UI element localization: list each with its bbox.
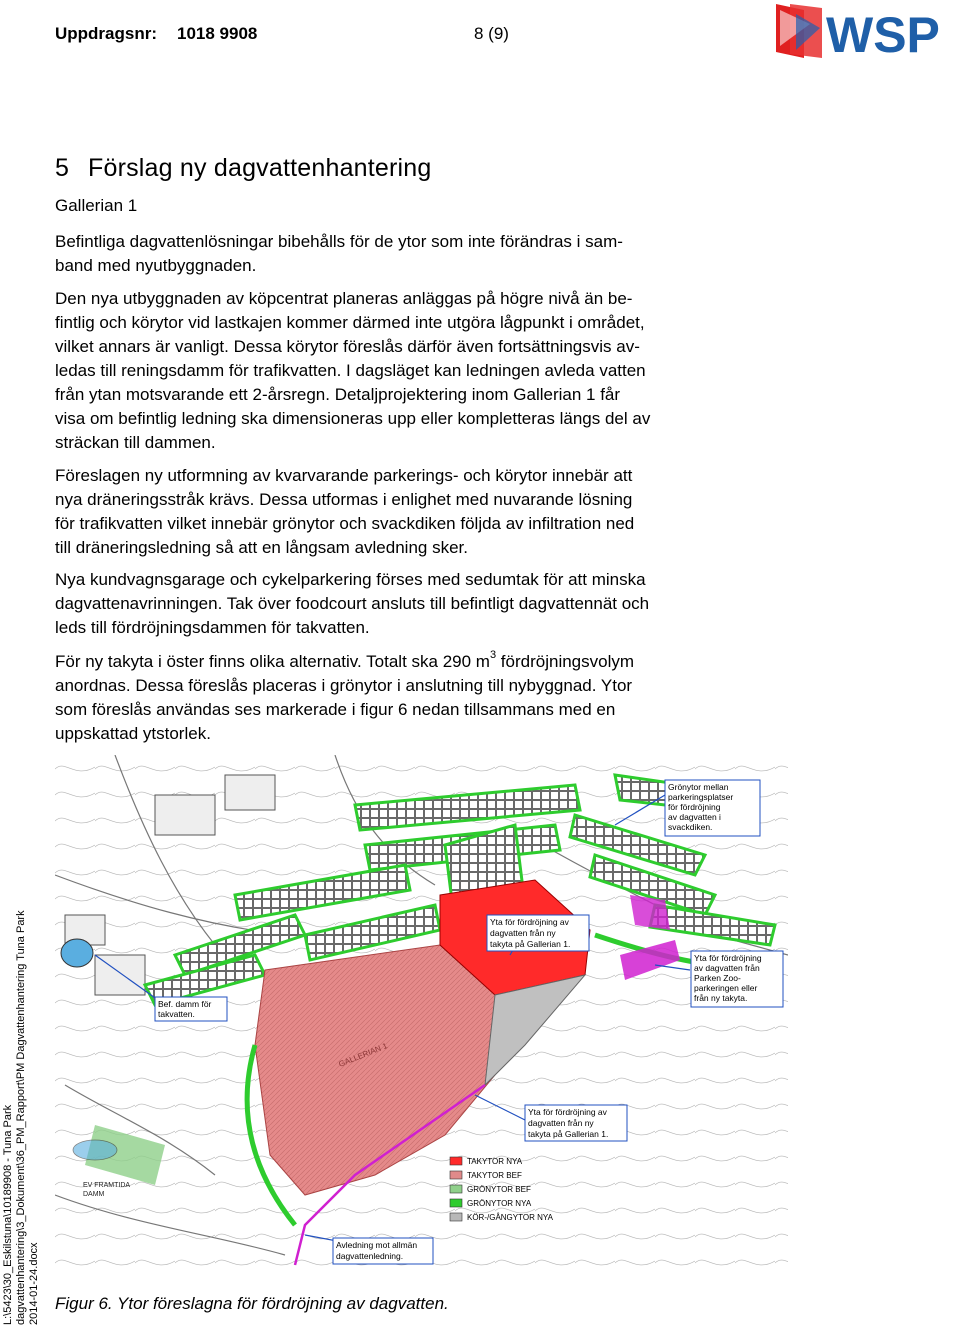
section-heading	[55, 154, 432, 183]
legend-label: GRÖNYTOR NYA	[467, 1199, 532, 1208]
text-line: Föreslagen ny utformning av kvarvarande parkerings- och körytor innebär att	[55, 466, 633, 485]
legend-label: TAKYTOR NYA	[467, 1157, 523, 1166]
text-segment: fördröjningsvolym	[496, 652, 635, 671]
page-number: 8 (9)	[474, 24, 509, 43]
svg-text:av dagvatten i: av dagvatten i	[668, 812, 721, 822]
svg-text:Avledning mot allmän: Avledning mot allmän	[336, 1240, 418, 1250]
wsp-logo-mark	[776, 4, 822, 58]
svg-text:för fördröjning: för fördröjning	[668, 802, 721, 812]
legend-label: KÖR-/GÅNGYTOR NYA	[467, 1213, 553, 1222]
text-line: nya dräneringsstråk krävs. Dessa utformas i enlighet med nuvarande lösning	[55, 490, 633, 509]
text-line: sträckan till dammen.	[55, 433, 216, 452]
text-line: till dräneringsledning så att en långsam avledning sker.	[55, 538, 468, 557]
legend-swatch-new-roof	[450, 1157, 462, 1165]
svg-text:takyta på Gallerian 1.: takyta på Gallerian 1.	[490, 939, 571, 949]
legend-swatch-existing-green	[450, 1185, 462, 1193]
wsp-logo-text: WSP	[826, 7, 940, 62]
svg-text:parkeringen eller: parkeringen eller	[694, 983, 758, 993]
text-line: anordnas. Dessa föreslås placeras i grönytor i anslutning till nybyggnad. Ytor	[55, 676, 633, 695]
svg-text:takyta på Gallerian 1.: takyta på Gallerian 1.	[528, 1129, 609, 1139]
svg-text:dagvatten från ny: dagvatten från ny	[490, 928, 556, 938]
text-line: uppskattad ytstorlek.	[55, 724, 211, 743]
text-segment: För ny takyta i öster finns olika alternativ. Totalt ska 290 m	[55, 652, 490, 671]
svg-text:dagvatten från ny: dagvatten från ny	[528, 1118, 594, 1128]
text-line: Den nya utbyggnaden av köpcentrat planeras anläggas på högre nivå än be-	[55, 289, 633, 308]
svg-text:av dagvatten från: av dagvatten från	[694, 963, 760, 973]
text-line: som föreslås användas ses markerade i figur 6 nedan tillsammans med en	[55, 700, 616, 719]
text-line: ledas till reningsdamm för trafikvatten. I dagsläget kan ledningen avleda vatten	[55, 361, 646, 380]
subheading: Gallerian 1	[55, 196, 138, 215]
text-line: vilket annars är vanligt. Dessa körytor föreslås därför även fortsättningsvis av-	[55, 337, 640, 356]
retention-area-north	[630, 895, 670, 930]
svg-text:svackdiken.: svackdiken.	[668, 822, 713, 832]
legend-label: TAKYTOR BEF	[467, 1171, 522, 1180]
text-line	[55, 650, 815, 674]
legend-swatch-existing-roof	[450, 1171, 462, 1179]
file-path-line-2: dagvattenhantering\3_Dokument\36_PM_Rapport\PM Dagvattenhantering Tuna Park	[15, 910, 27, 1325]
svg-text:dagvattenledning.: dagvattenledning.	[336, 1251, 404, 1261]
paragraph-4	[55, 568, 815, 640]
text-line: för trafikvatten vilket innebär grönytor och svackdiken följda av infiltration ned	[55, 514, 635, 533]
text-line: Befintliga dagvattenlösningar bibehålls för de ytor som inte förändras i sam-	[55, 232, 623, 251]
text-line: fintlig och körytor vid lastkajen kommer därmed inte utgöra lågpunkt i området,	[55, 313, 645, 332]
building-label: GALLERIAN 1	[337, 1041, 389, 1069]
site-plan-map	[55, 755, 788, 1283]
svg-text:takvatten.: takvatten.	[158, 1009, 195, 1019]
svg-text:Parken Zoo-: Parken Zoo-	[694, 973, 741, 983]
paragraph-3	[55, 464, 815, 560]
file-path-line-1: L:\5423\30_Eskilstuna\10189908 - Tuna Park	[2, 1104, 14, 1325]
wsp-logo	[770, 0, 960, 62]
callout-roof-retention-north	[487, 915, 589, 951]
pond-label-1: EV FRAMTIDA	[83, 1182, 131, 1189]
assignment-label: Uppdragsnr:	[55, 24, 157, 43]
svg-text:parkeringsplatser: parkeringsplatser	[668, 792, 734, 802]
callout-roof-retention-south	[525, 1105, 627, 1141]
pond-label-2: DAMM	[83, 1191, 105, 1198]
callout-drain-outlet	[333, 1238, 433, 1264]
text-line: dagvattenavrinningen. Tak över foodcourt ansluts till befintligt dagvattennät och	[55, 594, 650, 613]
assignment-number: 1018 9908	[177, 24, 258, 43]
callout-green-between-parking	[665, 780, 760, 836]
callout-existing-pond	[155, 997, 227, 1021]
text-line: visa om befintlig ledning ska dimensioneras upp eller kompletteras längs del av	[55, 409, 651, 428]
superscript: 3	[489, 649, 497, 662]
text-line: band med nyutbyggnaden.	[55, 256, 257, 275]
legend-label: GRÖNYTOR BEF	[467, 1185, 531, 1194]
paragraph-2	[55, 287, 815, 455]
text-line: från ytan motsvarande ett 2-årsregn. Detaljprojektering inom Gallerian 1 får	[55, 385, 621, 404]
text-line: Nya kundvagnsgarage och cykelparkering förses med sedumtak för att minska	[55, 570, 646, 589]
svg-text:Yta för fördröjning av: Yta för fördröjning av	[528, 1107, 607, 1117]
svg-text:Grönytor mellan: Grönytor mellan	[668, 782, 729, 792]
existing-pond	[61, 939, 93, 967]
svg-text:Bef. damm för: Bef. damm för	[158, 999, 212, 1009]
svg-text:från ny takyta.: från ny takyta.	[694, 993, 748, 1003]
file-path-line-3: 2014-01-24.docx	[28, 1242, 40, 1325]
paragraph-1	[55, 230, 815, 278]
legend-swatch-new-paved	[450, 1213, 462, 1221]
text-line: leds till fördröjningsdammen för takvatten.	[55, 618, 370, 637]
section-number: 5	[55, 154, 70, 182]
callout-parken-zoo	[691, 951, 783, 1007]
figure-caption: Figur 6. Ytor föreslagna för fördröjning av dagvatten.	[55, 1294, 449, 1313]
future-pond	[73, 1140, 117, 1160]
paragraph-5	[55, 650, 815, 746]
legend-swatch-new-green	[450, 1199, 462, 1207]
svg-text:Yta för fördröjning av: Yta för fördröjning av	[490, 917, 569, 927]
section-title: Förslag ny dagvattenhantering	[88, 154, 432, 182]
svg-text:Yta för fördröjning: Yta för fördröjning	[694, 953, 762, 963]
